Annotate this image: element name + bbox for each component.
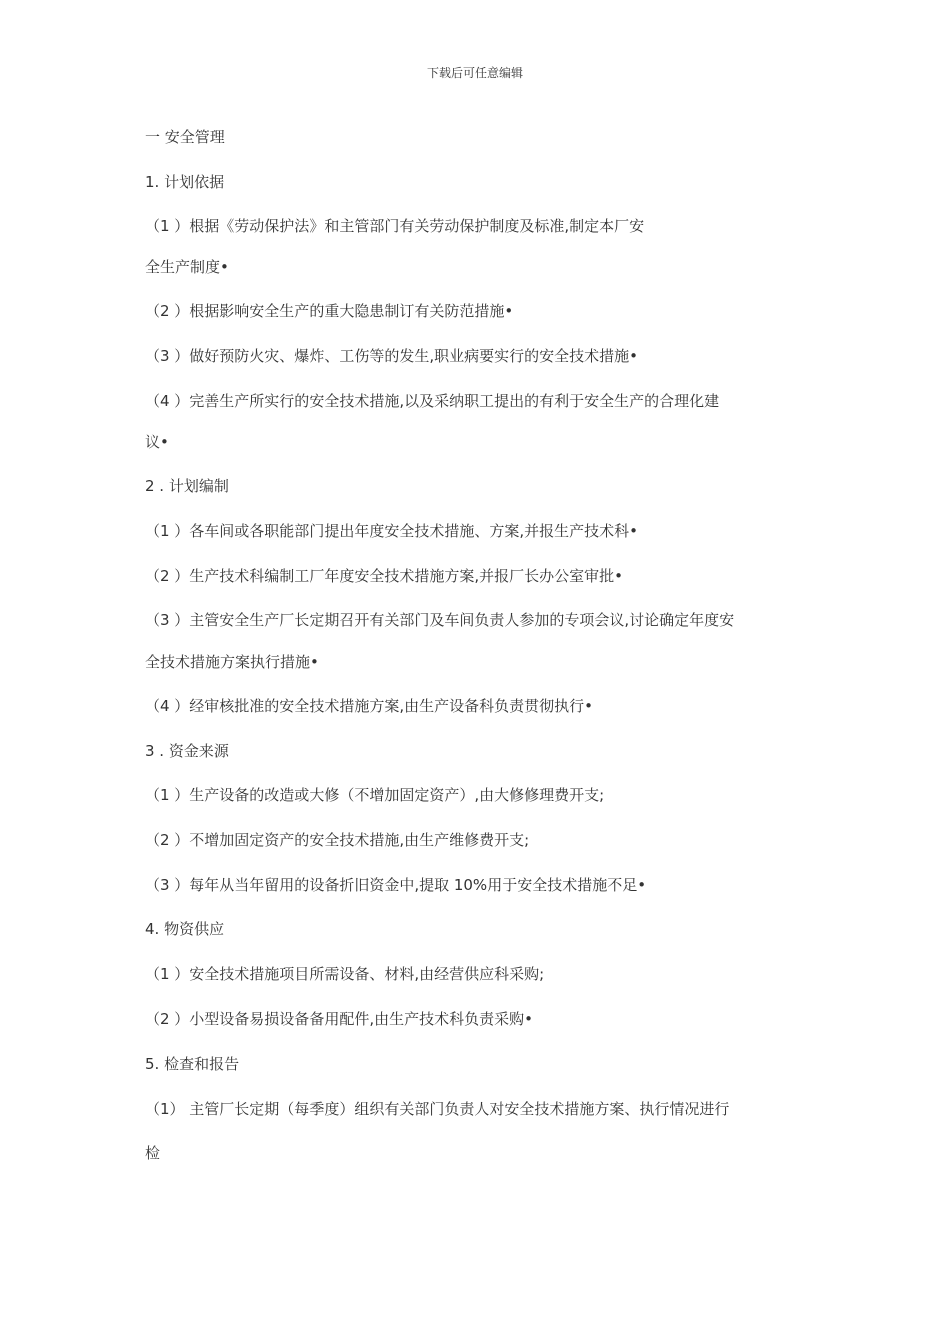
paragraph-line: （3 ）做好预防火灾、爆炸、工伤等的发生,职业病要实行的安全技术措施•: [145, 347, 638, 365]
paragraph-line: （4 ）经审核批准的安全技术措施方案,由生产设备科负责贯彻执行•: [145, 697, 593, 715]
paragraph-line: （2 ）根据影响安全生产的重大隐患制订有关防范措施•: [145, 302, 514, 320]
paragraph-line: （1 ）各车间或各职能部门提出年度安全技术措施、方案,并报生产技术科•: [145, 522, 638, 540]
subsection-heading: 1. 计划依据: [145, 173, 225, 191]
section-heading: 一 安全管理: [145, 128, 225, 146]
paragraph-line: （2 ）生产技术科编制工厂年度安全技术措施方案,并报厂长办公室审批•: [145, 567, 623, 585]
paragraph-line: （4 ）完善生产所实行的安全技术措施,以及采纳职工提出的有利于安全生产的合理化建: [145, 392, 720, 410]
subsection-heading: 2 . 计划编制: [145, 477, 229, 495]
subsection-heading: 4. 物资供应: [145, 920, 225, 938]
subsection-heading: 5. 检查和报告: [145, 1055, 240, 1073]
subsection-heading: 3 . 资金来源: [145, 742, 229, 760]
paragraph-line: （1） 主管厂长定期（每季度）组织有关部门负责人对安全技术措施方案、执行情况进行: [145, 1100, 730, 1118]
paragraph-line: （3 ）每年从当年留用的设备折旧资金中,提取 10%用于安全技术措施不足•: [145, 876, 647, 894]
paragraph-line: 议•: [145, 433, 169, 451]
paragraph-line: （1 ）根据《劳动保护法》和主管部门有关劳动保护制度及标准,制定本厂安: [145, 217, 645, 235]
paragraph-line: （2 ）小型设备易损设备备用配件,由生产技术科负责采购•: [145, 1010, 533, 1028]
page-header: 下载后可任意编辑: [426, 66, 523, 80]
paragraph-line: （2 ）不增加固定资产的安全技术措施,由生产维修费开支;: [145, 831, 530, 849]
paragraph-line: （1 ）安全技术措施项目所需设备、材料,由经营供应科采购;: [145, 965, 545, 983]
paragraph-line: （3 ）主管安全生产厂长定期召开有关部门及车间负责人参加的专项会议,讨论确定年度安: [145, 611, 735, 629]
paragraph-line: 全生产制度•: [145, 258, 229, 276]
paragraph-line: （1 ）生产设备的改造或大修（不增加固定资产）,由大修修理费开支;: [145, 786, 605, 804]
paragraph-line: 检: [145, 1144, 161, 1162]
paragraph-line: 全技术措施方案执行措施•: [145, 653, 319, 671]
